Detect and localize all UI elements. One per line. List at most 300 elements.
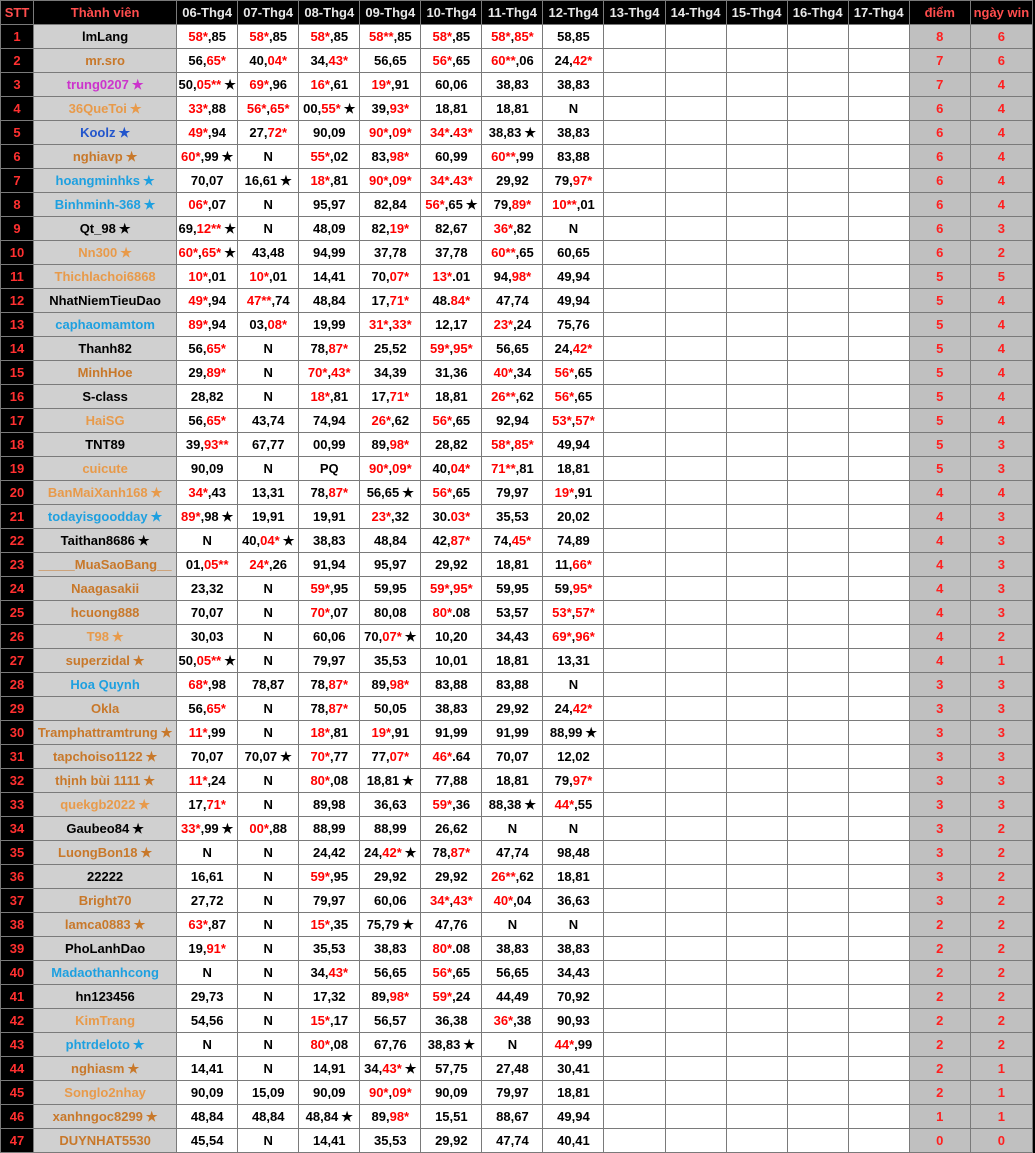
day-cell[interactable] xyxy=(360,409,421,433)
day-cell[interactable] xyxy=(360,601,421,625)
member-name[interactable] xyxy=(34,721,177,745)
day-cell-empty[interactable] xyxy=(726,265,787,289)
day-cell[interactable] xyxy=(543,697,604,721)
day-cell[interactable] xyxy=(177,481,238,505)
day-cell-empty[interactable] xyxy=(604,145,665,169)
day-cell[interactable] xyxy=(482,265,543,289)
day-cell[interactable] xyxy=(482,481,543,505)
day-cell[interactable] xyxy=(360,289,421,313)
day-cell-empty[interactable] xyxy=(604,1081,665,1105)
day-cell[interactable] xyxy=(482,601,543,625)
member-name[interactable] xyxy=(34,169,177,193)
day-cell[interactable] xyxy=(299,385,360,409)
day-cell-empty[interactable] xyxy=(604,217,665,241)
day-cell[interactable] xyxy=(482,169,543,193)
day-cell[interactable] xyxy=(543,49,604,73)
day-cell-empty[interactable] xyxy=(665,865,726,889)
member-name[interactable] xyxy=(34,769,177,793)
member-name[interactable] xyxy=(34,193,177,217)
day-cell-empty[interactable] xyxy=(848,721,909,745)
day-cell[interactable] xyxy=(482,937,543,961)
day-cell[interactable] xyxy=(177,193,238,217)
member-name[interactable] xyxy=(34,241,177,265)
day-cell[interactable] xyxy=(482,697,543,721)
day-cell[interactable] xyxy=(177,577,238,601)
day-cell-empty[interactable] xyxy=(665,385,726,409)
day-cell-empty[interactable] xyxy=(787,217,848,241)
day-cell[interactable] xyxy=(482,313,543,337)
day-cell[interactable] xyxy=(482,49,543,73)
header-date[interactable]: 10-Thg4 xyxy=(421,1,482,25)
day-cell[interactable] xyxy=(238,289,299,313)
day-cell[interactable] xyxy=(421,1033,482,1057)
day-cell[interactable] xyxy=(177,553,238,577)
day-cell-empty[interactable] xyxy=(787,721,848,745)
day-cell-empty[interactable] xyxy=(848,73,909,97)
day-cell[interactable] xyxy=(543,241,604,265)
day-cell[interactable] xyxy=(360,769,421,793)
day-cell-empty[interactable] xyxy=(787,1081,848,1105)
day-cell[interactable] xyxy=(299,361,360,385)
day-cell[interactable] xyxy=(360,913,421,937)
day-cell-empty[interactable] xyxy=(726,913,787,937)
member-name[interactable] xyxy=(34,1081,177,1105)
day-cell-empty[interactable] xyxy=(726,1105,787,1129)
day-cell[interactable] xyxy=(421,457,482,481)
day-cell-empty[interactable] xyxy=(848,1033,909,1057)
day-cell-empty[interactable] xyxy=(848,529,909,553)
day-cell-empty[interactable] xyxy=(665,985,726,1009)
day-cell[interactable] xyxy=(482,985,543,1009)
day-cell[interactable] xyxy=(360,529,421,553)
day-cell-empty[interactable] xyxy=(604,745,665,769)
day-cell[interactable] xyxy=(177,73,238,97)
day-cell-empty[interactable] xyxy=(848,1057,909,1081)
day-cell-empty[interactable] xyxy=(604,817,665,841)
day-cell-empty[interactable] xyxy=(726,409,787,433)
day-cell[interactable] xyxy=(421,577,482,601)
day-cell[interactable] xyxy=(177,217,238,241)
day-cell[interactable] xyxy=(482,1057,543,1081)
day-cell-empty[interactable] xyxy=(665,601,726,625)
day-cell[interactable] xyxy=(177,433,238,457)
day-cell-empty[interactable] xyxy=(726,481,787,505)
day-cell-empty[interactable] xyxy=(665,1057,726,1081)
day-cell-empty[interactable] xyxy=(604,121,665,145)
day-cell[interactable] xyxy=(299,409,360,433)
day-cell[interactable] xyxy=(238,337,299,361)
member-name[interactable] xyxy=(34,145,177,169)
day-cell-empty[interactable] xyxy=(848,145,909,169)
day-cell-empty[interactable] xyxy=(787,193,848,217)
day-cell-empty[interactable] xyxy=(726,961,787,985)
day-cell-empty[interactable] xyxy=(604,97,665,121)
day-cell[interactable] xyxy=(421,361,482,385)
day-cell-empty[interactable] xyxy=(787,457,848,481)
day-cell[interactable] xyxy=(360,169,421,193)
day-cell-empty[interactable] xyxy=(726,1129,787,1153)
day-cell[interactable] xyxy=(299,793,360,817)
day-cell-empty[interactable] xyxy=(787,1129,848,1153)
day-cell[interactable] xyxy=(482,961,543,985)
day-cell[interactable] xyxy=(482,97,543,121)
day-cell[interactable] xyxy=(482,241,543,265)
day-cell[interactable] xyxy=(177,1033,238,1057)
day-cell-empty[interactable] xyxy=(787,433,848,457)
day-cell[interactable] xyxy=(238,241,299,265)
day-cell[interactable] xyxy=(360,217,421,241)
day-cell[interactable] xyxy=(360,121,421,145)
day-cell-empty[interactable] xyxy=(787,769,848,793)
day-cell[interactable] xyxy=(360,361,421,385)
day-cell[interactable] xyxy=(482,625,543,649)
day-cell-empty[interactable] xyxy=(665,25,726,49)
day-cell-empty[interactable] xyxy=(665,265,726,289)
day-cell-empty[interactable] xyxy=(604,553,665,577)
day-cell[interactable] xyxy=(482,409,543,433)
day-cell[interactable] xyxy=(482,121,543,145)
member-name[interactable] xyxy=(34,913,177,937)
day-cell[interactable] xyxy=(421,73,482,97)
day-cell[interactable] xyxy=(299,433,360,457)
day-cell[interactable] xyxy=(543,745,604,769)
day-cell[interactable] xyxy=(177,1129,238,1153)
day-cell-empty[interactable] xyxy=(604,625,665,649)
day-cell[interactable] xyxy=(421,601,482,625)
member-name[interactable] xyxy=(34,865,177,889)
day-cell-empty[interactable] xyxy=(787,817,848,841)
header-date[interactable]: 12-Thg4 xyxy=(543,1,604,25)
day-cell[interactable] xyxy=(238,673,299,697)
day-cell-empty[interactable] xyxy=(787,1033,848,1057)
day-cell-empty[interactable] xyxy=(665,49,726,73)
day-cell-empty[interactable] xyxy=(726,217,787,241)
day-cell[interactable] xyxy=(421,721,482,745)
day-cell-empty[interactable] xyxy=(665,481,726,505)
day-cell[interactable] xyxy=(421,985,482,1009)
day-cell[interactable] xyxy=(238,577,299,601)
day-cell[interactable] xyxy=(421,841,482,865)
day-cell[interactable] xyxy=(299,289,360,313)
day-cell[interactable] xyxy=(543,1033,604,1057)
member-name[interactable] xyxy=(34,49,177,73)
day-cell[interactable] xyxy=(238,1081,299,1105)
day-cell[interactable] xyxy=(360,577,421,601)
day-cell[interactable] xyxy=(299,481,360,505)
member-name[interactable] xyxy=(34,121,177,145)
day-cell-empty[interactable] xyxy=(665,193,726,217)
day-cell[interactable] xyxy=(360,865,421,889)
day-cell[interactable] xyxy=(238,865,299,889)
day-cell-empty[interactable] xyxy=(665,1129,726,1153)
day-cell[interactable] xyxy=(177,457,238,481)
day-cell-empty[interactable] xyxy=(848,481,909,505)
header-date[interactable]: 07-Thg4 xyxy=(238,1,299,25)
day-cell-empty[interactable] xyxy=(787,577,848,601)
day-cell-empty[interactable] xyxy=(787,865,848,889)
day-cell[interactable] xyxy=(299,961,360,985)
day-cell-empty[interactable] xyxy=(604,1033,665,1057)
day-cell[interactable] xyxy=(543,577,604,601)
day-cell[interactable] xyxy=(238,121,299,145)
day-cell[interactable] xyxy=(238,649,299,673)
day-cell-empty[interactable] xyxy=(726,289,787,313)
day-cell[interactable] xyxy=(482,385,543,409)
day-cell[interactable] xyxy=(421,433,482,457)
day-cell[interactable] xyxy=(360,1081,421,1105)
day-cell-empty[interactable] xyxy=(848,577,909,601)
day-cell-empty[interactable] xyxy=(726,577,787,601)
day-cell[interactable] xyxy=(360,1033,421,1057)
member-name[interactable] xyxy=(34,1105,177,1129)
day-cell[interactable] xyxy=(177,841,238,865)
member-name[interactable] xyxy=(34,817,177,841)
day-cell-empty[interactable] xyxy=(726,73,787,97)
day-cell[interactable] xyxy=(543,193,604,217)
day-cell[interactable] xyxy=(543,385,604,409)
day-cell-empty[interactable] xyxy=(787,145,848,169)
member-name[interactable] xyxy=(34,217,177,241)
day-cell[interactable] xyxy=(299,889,360,913)
day-cell[interactable] xyxy=(421,529,482,553)
day-cell[interactable] xyxy=(238,385,299,409)
day-cell[interactable] xyxy=(238,433,299,457)
day-cell[interactable] xyxy=(421,889,482,913)
day-cell[interactable] xyxy=(360,1009,421,1033)
day-cell-empty[interactable] xyxy=(787,313,848,337)
member-name[interactable] xyxy=(34,649,177,673)
day-cell[interactable] xyxy=(238,313,299,337)
day-cell[interactable] xyxy=(299,985,360,1009)
day-cell[interactable] xyxy=(238,73,299,97)
day-cell[interactable] xyxy=(360,625,421,649)
day-cell[interactable] xyxy=(177,913,238,937)
day-cell[interactable] xyxy=(543,457,604,481)
day-cell[interactable] xyxy=(177,505,238,529)
day-cell[interactable] xyxy=(177,697,238,721)
day-cell[interactable] xyxy=(238,985,299,1009)
day-cell[interactable] xyxy=(421,625,482,649)
day-cell[interactable] xyxy=(238,913,299,937)
day-cell[interactable] xyxy=(421,793,482,817)
day-cell[interactable] xyxy=(360,721,421,745)
day-cell[interactable] xyxy=(238,505,299,529)
day-cell-empty[interactable] xyxy=(848,361,909,385)
header-date[interactable]: 13-Thg4 xyxy=(604,1,665,25)
day-cell-empty[interactable] xyxy=(726,697,787,721)
day-cell[interactable] xyxy=(238,625,299,649)
day-cell[interactable] xyxy=(360,193,421,217)
day-cell-empty[interactable] xyxy=(665,745,726,769)
day-cell-empty[interactable] xyxy=(726,745,787,769)
day-cell[interactable] xyxy=(482,361,543,385)
day-cell[interactable] xyxy=(177,121,238,145)
day-cell[interactable] xyxy=(360,817,421,841)
day-cell[interactable] xyxy=(543,817,604,841)
day-cell-empty[interactable] xyxy=(848,745,909,769)
day-cell-empty[interactable] xyxy=(726,241,787,265)
day-cell[interactable] xyxy=(360,1129,421,1153)
day-cell[interactable] xyxy=(482,529,543,553)
day-cell[interactable] xyxy=(299,625,360,649)
day-cell[interactable] xyxy=(177,385,238,409)
day-cell[interactable] xyxy=(238,1057,299,1081)
day-cell[interactable] xyxy=(177,145,238,169)
day-cell[interactable] xyxy=(238,601,299,625)
day-cell-empty[interactable] xyxy=(787,97,848,121)
day-cell[interactable] xyxy=(177,961,238,985)
day-cell-empty[interactable] xyxy=(848,313,909,337)
day-cell[interactable] xyxy=(543,601,604,625)
day-cell-empty[interactable] xyxy=(726,529,787,553)
day-cell-empty[interactable] xyxy=(726,769,787,793)
member-name[interactable] xyxy=(34,1033,177,1057)
day-cell[interactable] xyxy=(360,481,421,505)
member-name[interactable] xyxy=(34,745,177,769)
day-cell[interactable] xyxy=(543,505,604,529)
day-cell[interactable] xyxy=(421,337,482,361)
day-cell[interactable] xyxy=(421,193,482,217)
day-cell[interactable] xyxy=(299,265,360,289)
day-cell-empty[interactable] xyxy=(848,673,909,697)
day-cell-empty[interactable] xyxy=(848,49,909,73)
day-cell[interactable] xyxy=(238,1033,299,1057)
day-cell[interactable] xyxy=(299,169,360,193)
day-cell-empty[interactable] xyxy=(848,841,909,865)
day-cell-empty[interactable] xyxy=(604,313,665,337)
day-cell-empty[interactable] xyxy=(604,889,665,913)
day-cell[interactable] xyxy=(543,481,604,505)
day-cell-empty[interactable] xyxy=(787,289,848,313)
day-cell[interactable] xyxy=(482,745,543,769)
day-cell-empty[interactable] xyxy=(848,337,909,361)
day-cell[interactable] xyxy=(299,1129,360,1153)
day-cell-empty[interactable] xyxy=(726,97,787,121)
day-cell[interactable] xyxy=(360,49,421,73)
day-cell[interactable] xyxy=(238,361,299,385)
day-cell-empty[interactable] xyxy=(665,337,726,361)
day-cell[interactable] xyxy=(299,769,360,793)
day-cell[interactable] xyxy=(421,745,482,769)
day-cell[interactable] xyxy=(421,241,482,265)
day-cell[interactable] xyxy=(482,289,543,313)
day-cell[interactable] xyxy=(543,433,604,457)
day-cell-empty[interactable] xyxy=(726,625,787,649)
day-cell[interactable] xyxy=(177,1081,238,1105)
day-cell-empty[interactable] xyxy=(726,553,787,577)
day-cell[interactable] xyxy=(299,505,360,529)
day-cell[interactable] xyxy=(360,889,421,913)
day-cell[interactable] xyxy=(482,1009,543,1033)
day-cell[interactable] xyxy=(543,313,604,337)
day-cell-empty[interactable] xyxy=(665,793,726,817)
day-cell-empty[interactable] xyxy=(787,385,848,409)
day-cell[interactable] xyxy=(543,865,604,889)
day-cell[interactable] xyxy=(177,169,238,193)
day-cell[interactable] xyxy=(177,289,238,313)
day-cell[interactable] xyxy=(238,1009,299,1033)
header-date[interactable]: 09-Thg4 xyxy=(360,1,421,25)
day-cell[interactable] xyxy=(360,241,421,265)
member-name[interactable] xyxy=(34,337,177,361)
day-cell[interactable] xyxy=(299,1057,360,1081)
day-cell[interactable] xyxy=(482,577,543,601)
day-cell[interactable] xyxy=(299,25,360,49)
day-cell[interactable] xyxy=(177,265,238,289)
day-cell-empty[interactable] xyxy=(604,1009,665,1033)
day-cell[interactable] xyxy=(177,817,238,841)
day-cell[interactable] xyxy=(543,841,604,865)
day-cell-empty[interactable] xyxy=(665,457,726,481)
day-cell-empty[interactable] xyxy=(604,193,665,217)
day-cell[interactable] xyxy=(299,1033,360,1057)
day-cell[interactable] xyxy=(299,913,360,937)
day-cell[interactable] xyxy=(177,241,238,265)
day-cell[interactable] xyxy=(299,1105,360,1129)
day-cell-empty[interactable] xyxy=(665,433,726,457)
day-cell[interactable] xyxy=(421,553,482,577)
day-cell[interactable] xyxy=(299,145,360,169)
day-cell[interactable] xyxy=(360,505,421,529)
day-cell-empty[interactable] xyxy=(848,241,909,265)
header-points[interactable]: điểm xyxy=(909,1,970,25)
day-cell-empty[interactable] xyxy=(604,25,665,49)
day-cell-empty[interactable] xyxy=(665,1009,726,1033)
day-cell[interactable] xyxy=(360,649,421,673)
day-cell[interactable] xyxy=(543,889,604,913)
day-cell-empty[interactable] xyxy=(665,1081,726,1105)
day-cell-empty[interactable] xyxy=(726,361,787,385)
day-cell-empty[interactable] xyxy=(726,385,787,409)
header-date[interactable]: 17-Thg4 xyxy=(848,1,909,25)
day-cell[interactable] xyxy=(299,601,360,625)
member-name[interactable] xyxy=(34,601,177,625)
day-cell-empty[interactable] xyxy=(787,649,848,673)
day-cell-empty[interactable] xyxy=(665,841,726,865)
day-cell[interactable] xyxy=(421,697,482,721)
day-cell[interactable] xyxy=(482,193,543,217)
day-cell-empty[interactable] xyxy=(787,1057,848,1081)
day-cell[interactable] xyxy=(360,937,421,961)
day-cell[interactable] xyxy=(482,1129,543,1153)
day-cell-empty[interactable] xyxy=(848,193,909,217)
day-cell-empty[interactable] xyxy=(726,817,787,841)
day-cell[interactable] xyxy=(360,841,421,865)
day-cell[interactable] xyxy=(238,97,299,121)
day-cell-empty[interactable] xyxy=(604,361,665,385)
day-cell[interactable] xyxy=(543,169,604,193)
day-cell[interactable] xyxy=(543,985,604,1009)
day-cell-empty[interactable] xyxy=(726,937,787,961)
day-cell-empty[interactable] xyxy=(604,1129,665,1153)
day-cell[interactable] xyxy=(299,721,360,745)
day-cell[interactable] xyxy=(543,337,604,361)
day-cell[interactable] xyxy=(177,361,238,385)
day-cell-empty[interactable] xyxy=(604,601,665,625)
day-cell-empty[interactable] xyxy=(787,25,848,49)
day-cell[interactable] xyxy=(177,865,238,889)
day-cell[interactable] xyxy=(421,481,482,505)
day-cell[interactable] xyxy=(299,937,360,961)
day-cell[interactable] xyxy=(543,625,604,649)
day-cell-empty[interactable] xyxy=(726,1081,787,1105)
day-cell[interactable] xyxy=(360,745,421,769)
member-name[interactable] xyxy=(34,265,177,289)
day-cell[interactable] xyxy=(482,553,543,577)
day-cell[interactable] xyxy=(421,169,482,193)
day-cell-empty[interactable] xyxy=(848,457,909,481)
day-cell-empty[interactable] xyxy=(787,409,848,433)
